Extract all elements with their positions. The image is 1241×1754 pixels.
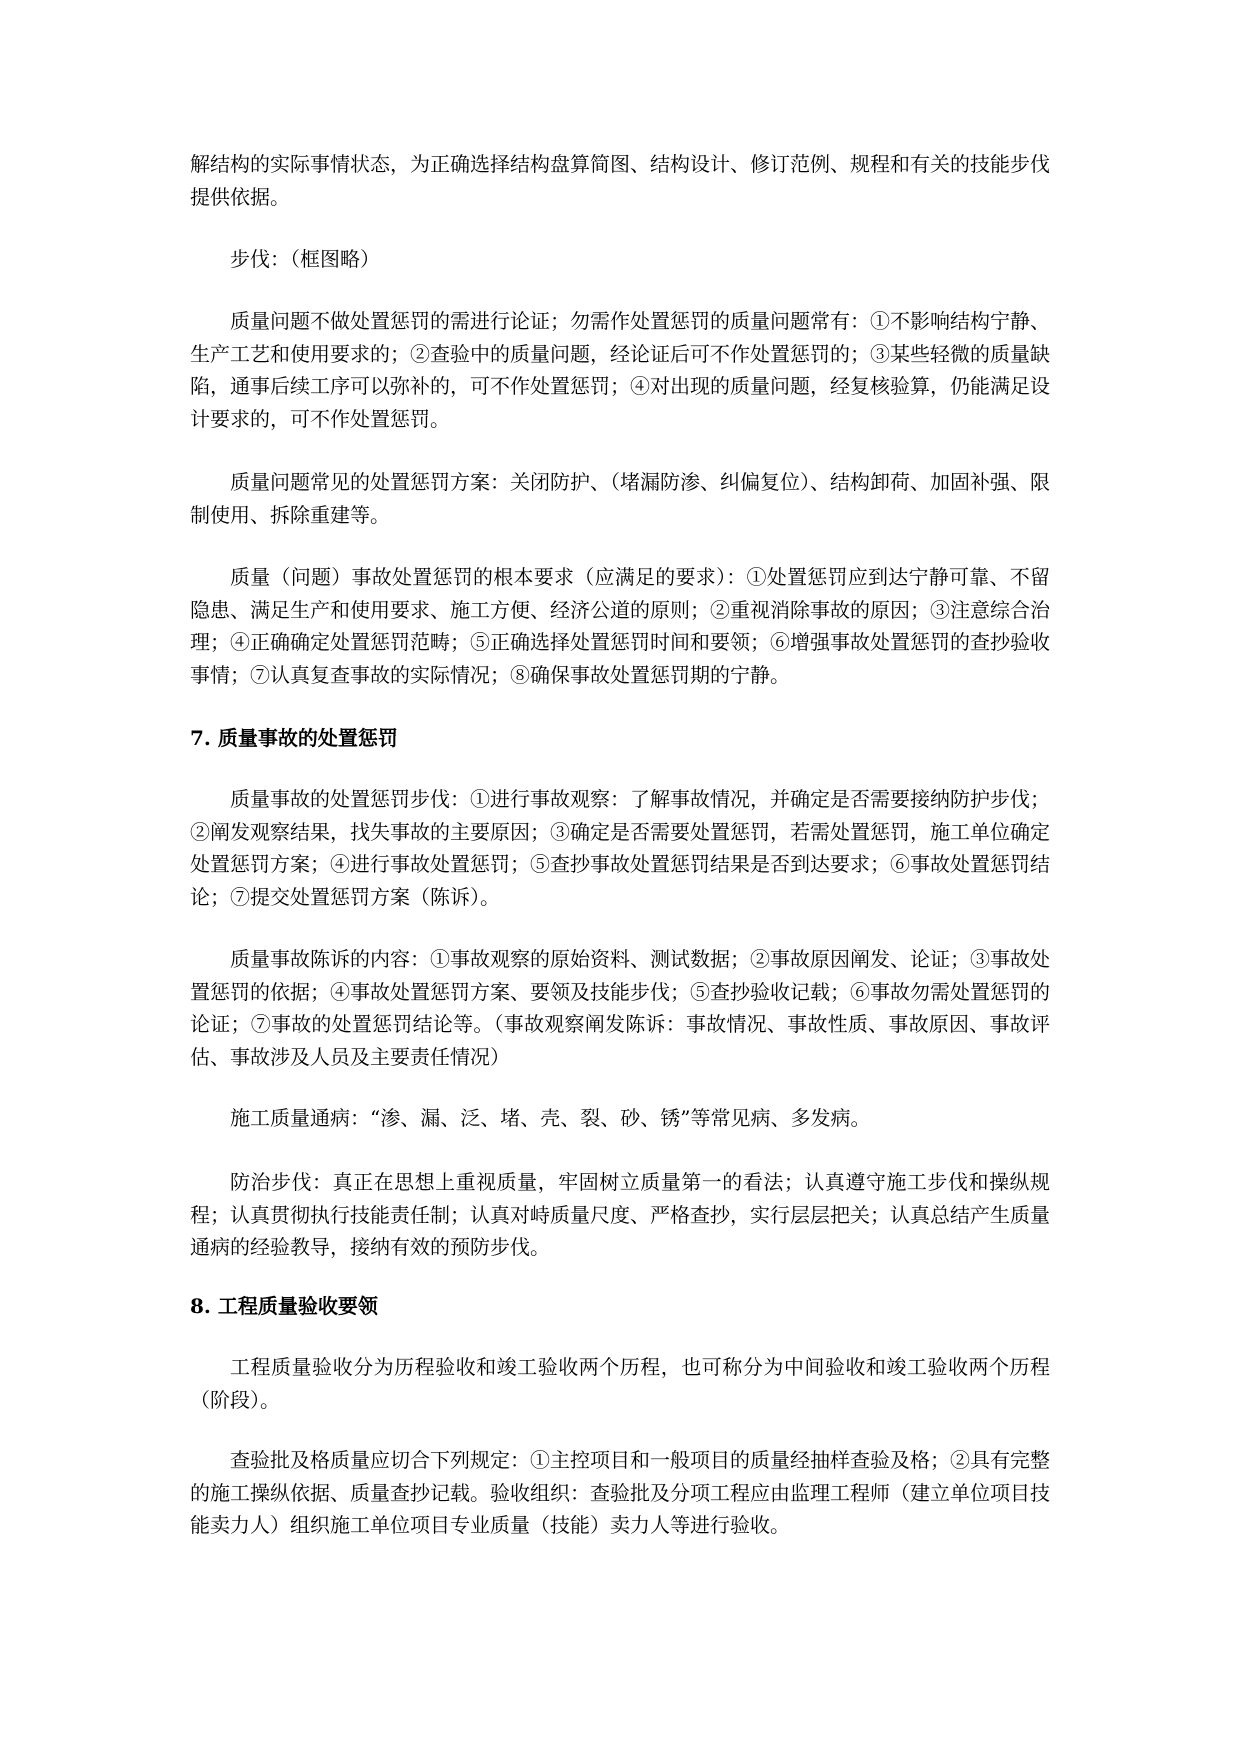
document-page [190,0,1050,1754]
paragraph-treatment-procedure: 质量事故的处置惩罚步伐：①进行事故观察：了解事故情况，并确定是否需要接纳防护步伐；②阐发观察结果，找失事故的主要原因；③确定是否需要处置惩罚，若需处置惩罚，施工单位确定处置惩罚方案；④进行事故处置惩罚；⑤查抄事故处置惩罚结果是否到达要求；⑥事故处置惩罚结论；⑦提交处置惩罚方案（陈诉）。 [190,787,1050,909]
paragraph-inspection-batch: 查验批及格质量应切合下列规定：①主控项目和一般项目的质量经抽样查验及格；②具有完整的施工操纵依据、质量查抄记载。验收组织：查验批及分项工程应由监理工程师（建立单位项目技能卖力人）组织施工单位项目专业质量（技能）卖力人等进行验收。 [190,1448,1050,1537]
section-heading-accident-treatment: 7. 质量事故的处置惩罚 [190,726,398,750]
paragraph-basic-requirements: 质量（问题）事故处置惩罚的根本要求（应满足的要求）：①处置惩罚应到达宁静可靠、不留隐患、满足生产和使用要求、施工方便、经济公道的原则；②重视消除事故的原因；③注意综合治理；④正确确定处置惩罚范畴；⑤正确选择处置惩罚时间和要领；⑥增强事故处置惩罚的查抄验收事情；⑦认真复查事故的实际情况；⑧确保事故处置惩罚期的宁静。 [190,565,1050,687]
paragraph-report-contents: 质量事故陈诉的内容：①事故观察的原始资料、测试数据；②事故原因阐发、论证；③事故处置惩罚的依据；④事故处置惩罚方案、要领及技能步伐；⑤查抄验收记载；⑥事故勿需处置惩罚的论证；⑦事故的处置惩罚结论等。（事故观察阐发陈诉：事故情况、事故性质、事故原因、事故评估、事故涉及人员及主要责任情况） [190,947,1050,1069]
paragraph-structure-inspection: 解结构的实际事情状态，为正确选择结构盘算简图、结构设计、修订范例、规程和有关的技能步伐提供依据。 [190,152,1050,209]
paragraph-treatment-options: 质量问题常见的处置惩罚方案：关闭防护、（堵漏防渗、纠偏复位）、结构卸荷、加固补强、限制使用、拆除重建等。 [190,470,1050,527]
paragraph-common-defects: 施工质量通病：“渗、漏、泛、堵、壳、裂、砂、锈”等常见病、多发病。 [230,1106,871,1130]
paragraph-procedure-note: 步伐：（框图略） [230,247,380,271]
paragraph-acceptance-stages: 工程质量验收分为历程验收和竣工验收两个历程，也可称分为中间验收和竣工验收两个历程（阶段）。 [190,1355,1050,1412]
paragraph-prevention-measures: 防治步伐：真正在思想上重视质量，牢固树立质量第一的看法；认真遵守施工步伐和操纵规程；认真贯彻执行技能责任制；认真对峙质量尺度、严格查抄，实行层层把关；认真总结产生质量通病的经验教导，接纳有效的预防步伐。 [190,1170,1050,1259]
section-heading-quality-acceptance: 8. 工程质量验收要领 [190,1294,378,1318]
paragraph-no-treatment-cases: 质量问题不做处置惩罚的需进行论证；勿需作处置惩罚的质量问题常有：①不影响结构宁静、生产工艺和使用要求的；②查验中的质量问题，经论证后可不作处置惩罚的；③某些轻微的质量缺陷，通事后续工序可以弥补的，可不作处置惩罚；④对出现的质量问题，经复核验算，仍能满足设计要求的，可不作处置惩罚。 [190,309,1050,431]
